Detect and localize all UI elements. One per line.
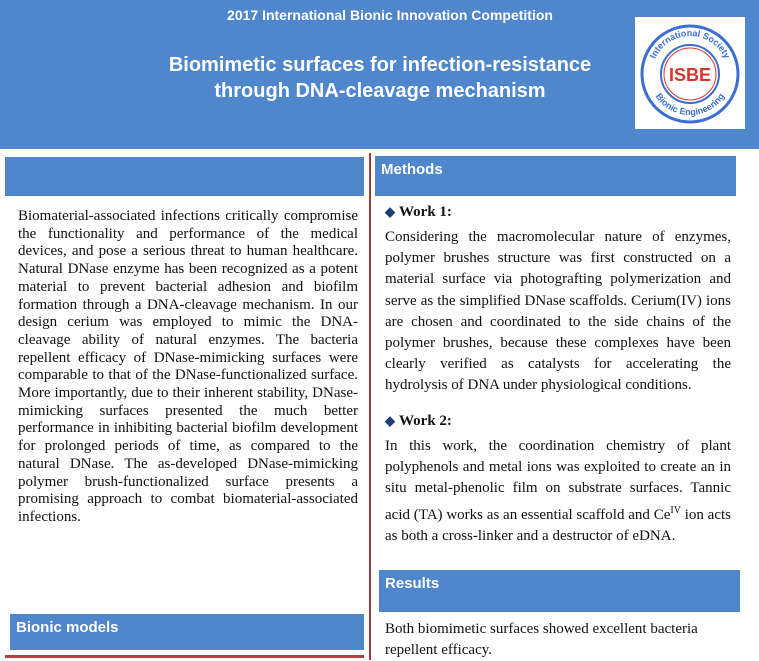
work-2-label: Work 2:	[399, 413, 452, 429]
left-heading-bar	[5, 157, 364, 196]
work-1-label: Work 1:	[399, 204, 452, 220]
competition-name: 2017 International Bionic Innovation Competition	[227, 7, 553, 23]
header-divider	[0, 149, 759, 153]
logo-center-text: ISBE	[668, 65, 712, 85]
isbe-logo-icon	[635, 17, 745, 129]
logo-ring-bottom-text: Bionic Engineering	[653, 91, 727, 118]
diamond-bullet-icon: ◆	[385, 204, 395, 219]
work-1-text: Considering the macromolecular nature of enzymes, polymer brushes structure was first constructed on a material surface via photografting polymerization and serve as the simplified DNase scaffolds. Cerium(IV) ions are chosen and coordinated to the side chains of the polymer brushes, because these complexes have been clearly verified as catalysts for accelerating the hydrolysis of DNA under physiological conditions.	[385, 229, 731, 394]
work-2-superscript: IV	[670, 504, 681, 516]
work-2-text	[385, 436, 731, 547]
methods-heading: Methods	[375, 156, 736, 196]
results-heading: Results	[379, 570, 740, 612]
bionic-models-heading: Bionic models	[10, 614, 364, 650]
abstract-text: Biomaterial-associated infections critically compromise the functionality and performance of the medical devices, and pose a serious threat to human healthcare. Natural DNase enzyme has been recognized as a potent material to prevent bacterial adhesion and biofilm formation through a DNA-cleavage mechanism. In our design cerium was employed to mimic the DNA-cleavage ability of natural enzymes. The bacteria repellent efficacy of DNase-mimicking surfaces were comparable to that of the DNase-functionalized surface. More importantly, due to their inherent stability, DNase-mimicking surfaces presented the much better performance in inhibiting bacterial biofilm development for prolonged periods of time, as compared to the natural DNase. The as-developed DNase-mimicking polymer brush-functionalized surface presents a promising approach to combat biomaterial-associated infections.	[18, 208, 358, 525]
column-divider	[369, 153, 371, 660]
work-1-title	[385, 204, 452, 221]
logo-ring-top-text: International Society	[647, 27, 733, 61]
bottom-divider	[5, 655, 364, 658]
isbe-logo	[635, 17, 745, 129]
diamond-bullet-icon: ◆	[385, 413, 395, 428]
work-2-text-a: In this work, the coordination chemistry of plant polyphenols and metal ions was exploited to create an in situ metal-phenolic film on substrate surfaces. Tannic acid (TA) works as an essential scaffold and Ce	[385, 438, 731, 523]
poster-title	[110, 52, 650, 104]
results-text: Both biomimetic surfaces showed excellent bacteria repellent efficacy.	[385, 621, 698, 659]
poster-header	[0, 0, 759, 149]
title-line-1: Biomimetic surfaces for infection-resistance	[168, 54, 592, 76]
work-2-text-b: ion acts as both a cross-linker and a destructor of eDNA.	[385, 506, 731, 544]
title-line-2: through DNA-cleavage mechanism	[214, 80, 546, 102]
work-2-title	[385, 413, 452, 430]
